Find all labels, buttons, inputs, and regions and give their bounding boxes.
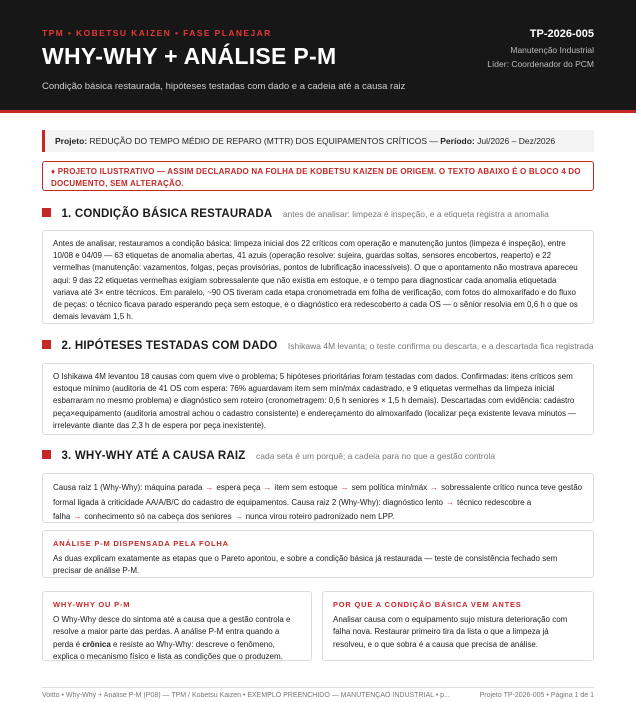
arrow-right-icon: → <box>340 483 349 492</box>
pm-box-text: As duas explicam exatamente as etapas que o Pareto apontou, e sobre a condição básica já restaurada — teste de consistência fechado sem precisar de análise P-M. <box>53 554 558 576</box>
project-separator: — <box>429 136 441 146</box>
document-leader: Líder: Coordenador do PCM <box>487 59 594 69</box>
illustrative-warning: ♦ PROJETO ILUSTRATIVO — ASSIM DECLARADO NA FOLHA DE KOBETSU KAIZEN DE ORIGEM. O TEXTO ABAIXO É O BLOCO 4 DO DOCUMENTO, SEM ALTERAÇÃO. <box>42 161 594 191</box>
project-name: REDUÇÃO DO TEMPO MÉDIO DE REPARO (MTTR) DOS EQUIPAMENTOS CRÍTICOS <box>89 136 428 146</box>
chain-step: sem política mín/máx <box>351 483 428 492</box>
right-box-title: POR QUE A CONDIÇÃO BÁSICA VEM ANTES <box>333 600 522 609</box>
basic-condition-box <box>322 591 594 661</box>
section-3-header <box>42 447 495 463</box>
chain-step: item sem estoque <box>274 483 338 492</box>
left-box-title: WHY-WHY OU P-M <box>53 600 131 609</box>
why-why-chain-card <box>42 473 594 523</box>
right-box-text: Analisar causa com o equipamento sujo mistura deterioração com falha nova. Restaurar primeiro tira da lista o que a limpeza já resolveu, e o que sobra é a causa que precisa de análise. <box>333 615 568 649</box>
chain-step: sobressalente crítico nunca teve gestão formal ligada à criticidade AA/A/B/C do cadastro de equipamentos. Causa raiz 2 (Why-Why): diagnóstico lento <box>53 483 583 507</box>
footer-left: Voitto • Why-Why + Análise P-M (P08) — TPM / Kobetsu Kaizen • EXEMPLO PREENCHIDO — MANUTENÇÃO INDUSTRIAL • p... <box>42 692 450 699</box>
footer-divider <box>42 687 594 688</box>
left-box-text <box>53 614 301 663</box>
header-kicker: TPM • KOBETSU KAIZEN • FASE PLANEJAR <box>42 28 272 38</box>
project-period: Jul/2026 – Dez/2026 <box>477 136 556 146</box>
chain-step: conhecimento só na cabeça dos seniores <box>84 512 232 521</box>
pm-box-title: ANÁLISE P-M DISPENSADA PELA FOLHA <box>53 539 229 548</box>
section-1-card: Antes de analisar, restauramos a condição básica: limpeza inicial dos 22 críticos com operação e manutenção juntos (limpeza é inspeção), entre 10/08 e 04/09 — 63 etiquetas de anomalia abertas, 41 azuis (operação resolve: sujeira, guardas soltas, sensores encobertos, reaperto) e 22 vermelhas (manutenção: vazamentos, folgas, peças provisórias, pontos de lubrificação inacessíveis). O que o apontamento não mostrava apareceu aqui: 9 das 22 etiquetas vermelhas exigiam sobressalente que não existia em estoque, e o tempo para diagnosticar cada anomalia etiquetada variava até 3× entre técnicos. Em paralelo, ~90 OS tiveram cada etapa cronometrada em folha de verificação, com fotos do almoxarifado e do fluxo de peças: o técnico ficava parado esperando peça sem estoque, e o diagnóstico era redescoberto a cada OS — o sênior resolvia em 0,6 h o que os demais levavam 1,5 h. <box>42 230 594 324</box>
section-2-header <box>42 337 594 353</box>
section-2-card: O Ishikawa 4M levantou 18 causas com quem vive o problema; 5 hipóteses prioritárias foram testadas com dados. Confirmadas: itens críticos sem estoque mínimo (auditoria de 41 OS com espera: 76% aguardavam item sem mín/máx cadastrado, e 9 etiquetas vermelhas da limpeza inicial esbarraram no mesmo problema) e diagnóstico sem roteiro (cronometragem: 0,6 h seniores × 1,5 h demais). Descartadas com evidência: cadastro peça×equipamento (auditoria amostral achou o cadastro consistente) e endereçamento do almoxarifado (localizar peça existente levava minutos — irrelevante diante das 2,3 h de espera por peça inexistente). <box>42 363 594 435</box>
arrow-right-icon: → <box>263 483 272 492</box>
pm-analysis-box <box>42 530 594 578</box>
page-subtitle: Condição básica restaurada, hipóteses testadas com dado e a cadeia até a causa raiz <box>42 81 406 92</box>
page-header <box>0 0 636 110</box>
header-accent-bar <box>0 110 636 113</box>
chain-step: espera peça <box>216 483 261 492</box>
project-label: Projeto: <box>55 136 88 146</box>
arrow-right-icon: → <box>73 512 82 521</box>
period-label: Período: <box>440 136 475 146</box>
section-3-title: 3. WHY-WHY ATÉ A CAUSA RAIZ <box>61 449 246 462</box>
arrow-right-icon: → <box>445 497 454 507</box>
section-3-subtitle: cada seta é um porquê; a cadeia para no que a gestão controla <box>255 450 496 461</box>
section-2-title: 2. HIPÓTESES TESTADAS COM DADO <box>61 339 278 352</box>
page-title: WHY-WHY + ANÁLISE P-M <box>42 43 337 69</box>
footer-right: Projeto TP-2026-005 • Página 1 de 1 <box>479 692 594 699</box>
section-2-subtitle: Ishikawa 4M levanta; o teste confirma ou descarta, e a descartada fica registrada <box>287 340 594 351</box>
section-marker-icon <box>42 450 51 459</box>
section-1-subtitle: antes de analisar: limpeza é inspeção, e a etiqueta registra a anomalia <box>282 208 549 219</box>
chain-label: Causa raiz 1 (Why-Why): máquina parada <box>53 483 203 492</box>
section-marker-icon <box>42 340 51 349</box>
project-info <box>42 130 594 152</box>
section-1-header <box>42 205 549 221</box>
arrow-right-icon: → <box>234 512 243 521</box>
left-box-text-b: e resiste ao Why-Why: descreve o fenômeno, explica o mecanismo físico e lista as condições que o produzem. <box>53 639 283 661</box>
section-marker-icon <box>42 208 51 217</box>
document-id: TP-2026-005 <box>529 28 594 40</box>
left-box-text-bold: crônica <box>82 639 111 649</box>
arrow-right-icon: → <box>205 483 214 492</box>
document-area: Manutenção Industrial <box>510 45 594 55</box>
left-box-text-a: O Why-Why desce do sintoma até a causa que a gestão controla e resolve a maior parte das perdas. A análise P-M entra quando a perda é <box>53 615 291 649</box>
section-1-title: 1. CONDIÇÃO BÁSICA RESTAURADA <box>61 207 273 220</box>
chain-step: nunca virou roteiro padronizado nem LPP. <box>245 512 395 521</box>
arrow-right-icon: → <box>430 483 439 492</box>
why-why-or-pm-box <box>42 591 312 661</box>
chain-step: técnico redescobre a falha <box>53 497 532 521</box>
